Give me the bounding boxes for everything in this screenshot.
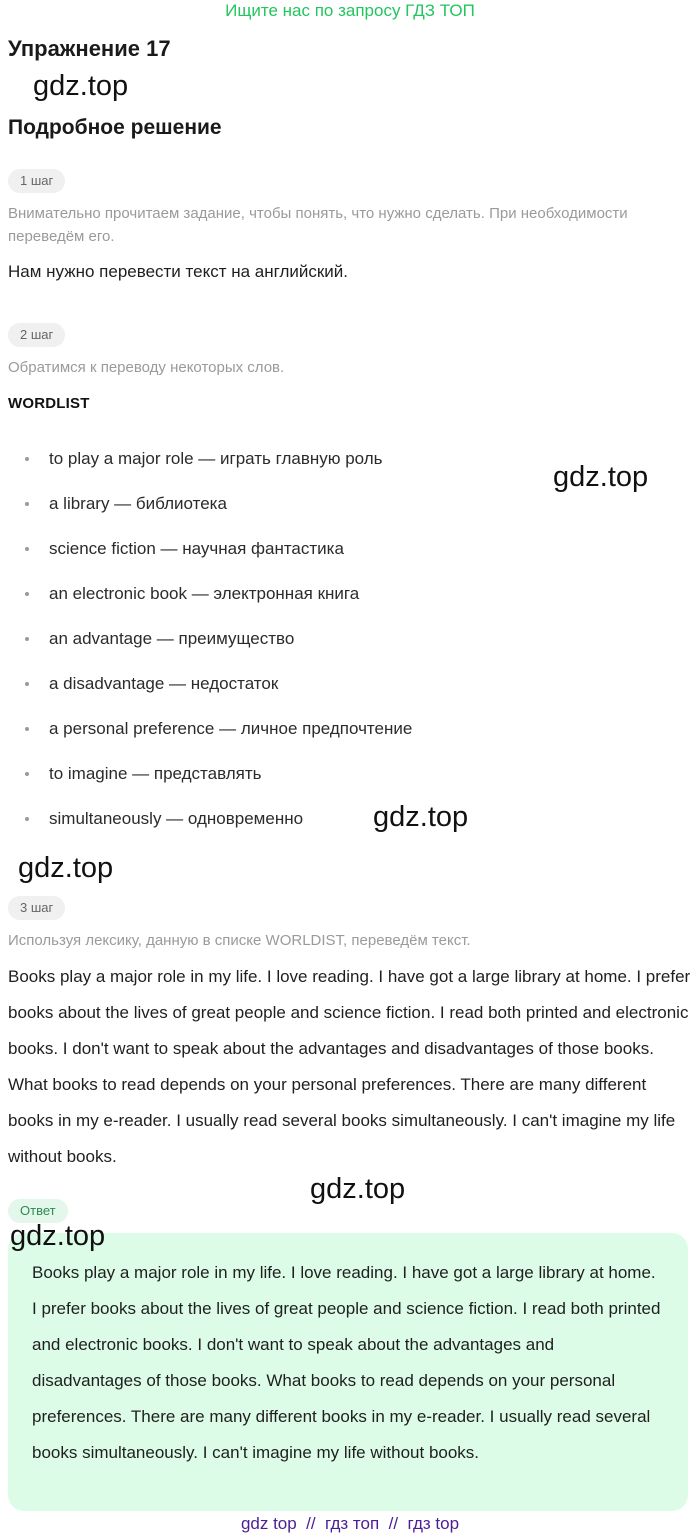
word-entry: to play a major role — играть главную роль xyxy=(49,449,383,468)
list-item xyxy=(22,492,412,537)
bullet xyxy=(25,592,29,596)
wordlist-title: WORDLIST xyxy=(8,395,90,412)
word-entry: a library — библиотека xyxy=(49,494,227,513)
bullet xyxy=(25,682,29,686)
footer-links: gdz top // гдз топ // гдз top xyxy=(240,1514,460,1533)
step-2-badge: 2 шаг xyxy=(8,323,65,347)
list-item xyxy=(22,672,412,717)
answer-text: Books play a major role in my life. I love reading. I have got a large library at home. I prefer books about the lives of great people and science fiction. I read both printed and electronic books. I don't want to speak about the advantages and disadvantages of those books. What books to read depends on your personal preferences. There are many different books in my e-reader. I usually read several books simultaneously. I can't imagine my life without books. xyxy=(32,1263,661,1462)
word-entry: a personal preference — личное предпочтение xyxy=(49,719,413,738)
search-banner: Ищите нас по запросу ГДЗ ТОП xyxy=(225,1,475,20)
word-entry: an advantage — преимущество xyxy=(49,629,295,648)
step-1-badge: 1 шаг xyxy=(8,169,65,193)
word-entry: an electronic book — электронная книга xyxy=(49,584,360,603)
list-item xyxy=(22,537,412,582)
bullet xyxy=(25,727,29,731)
watermark: gdz.top xyxy=(33,70,129,102)
bullet xyxy=(25,547,29,551)
exercise-title: Упражнение 17 xyxy=(8,36,171,61)
wordlist xyxy=(22,447,412,852)
list-item xyxy=(22,582,412,627)
list-item xyxy=(22,762,412,807)
step-3-translation: Books play a major role in my life. I love reading. I have got a large library at home. I prefer books about the lives of great people and science fiction. I read both printed and electronic books. I don't want to speak about the advantages and disadvantages of those books. What books to read depends on your personal preferences. There are many different books in my e-reader. I usually read several books simultaneously. I can't imagine my life without books. xyxy=(8,967,691,1166)
step-1-text: Нам нужно перевести текст на английский. xyxy=(8,262,349,281)
list-item xyxy=(22,627,412,672)
word-entry: a disadvantage — недостаток xyxy=(49,674,279,693)
step-2-hint: Обратимся к переводу некоторых слов. xyxy=(8,359,285,376)
step-3-badge: 3 шаг xyxy=(8,896,65,920)
watermark: gdz.top xyxy=(310,1173,406,1205)
bullet xyxy=(25,817,29,821)
word-entry: simultaneously — одновременно xyxy=(49,809,304,828)
word-entry: science fiction — научная фантастика xyxy=(49,539,344,558)
bullet xyxy=(25,772,29,776)
list-item xyxy=(22,717,412,762)
word-entry: to imagine — представлять xyxy=(49,764,262,783)
answer-box xyxy=(8,1233,688,1511)
watermark: gdz.top xyxy=(553,461,649,493)
watermark: gdz.top xyxy=(10,1220,106,1252)
step-1-hint: Внимательно прочитаем задание, чтобы понять, что нужно сделать. При необходимости переведём его. xyxy=(8,205,628,245)
list-item xyxy=(22,447,412,492)
watermark: gdz.top xyxy=(18,852,114,884)
answer-badge: Ответ xyxy=(8,1199,68,1223)
list-item xyxy=(22,807,412,852)
solution-heading: Подробное решение xyxy=(8,116,222,139)
bullet xyxy=(25,637,29,641)
bullet xyxy=(25,457,29,461)
step-3-hint: Используя лексику, данную в списке WORLDIST, переведём текст. xyxy=(8,932,471,949)
watermark: gdz.top xyxy=(373,801,469,833)
bullet xyxy=(25,502,29,506)
